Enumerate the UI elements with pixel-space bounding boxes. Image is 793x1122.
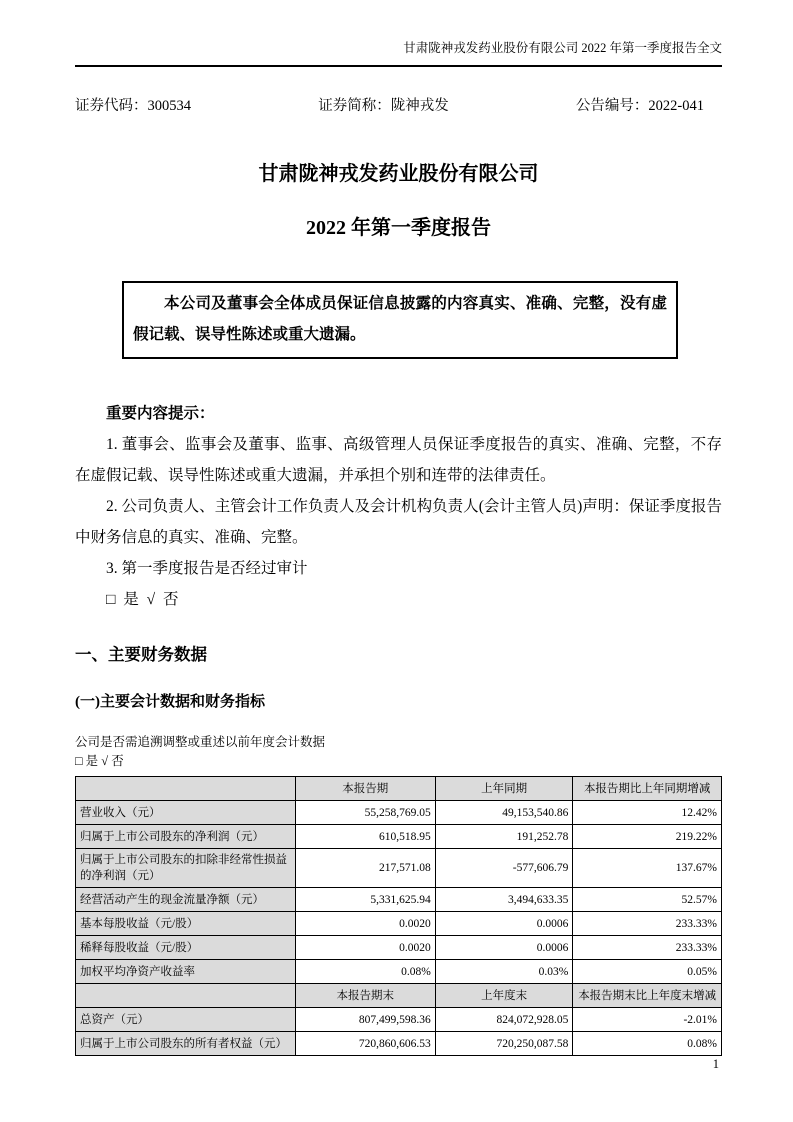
row-value-prior: 0.0006 [435, 936, 573, 960]
row-value-prior: 0.03% [435, 960, 573, 984]
document-header-text: 甘肃陇神戎发药业股份有限公司 2022 年第一季度报告全文 [403, 41, 722, 55]
table-row-weighted-avg-roe [76, 960, 722, 984]
row-value-change: 233.33% [573, 936, 722, 960]
table-row-basic-eps [76, 912, 722, 936]
header-cell-period-end-change: 本报告期末比上年度末增减 [573, 984, 722, 1008]
row-value-change: 0.08% [573, 1032, 722, 1056]
row-value-change: 12.42% [573, 801, 722, 825]
row-value-change: 0.05% [573, 960, 722, 984]
table-row-net-profit-excl-nonrecurring [76, 849, 722, 888]
report-subtitle: 2022 年第一季度报告 [306, 217, 491, 239]
row-value-current: 55,258,769.05 [295, 801, 435, 825]
row-value-current: 0.08% [295, 960, 435, 984]
row-value-current: 0.0020 [295, 912, 435, 936]
table-row-total-assets [76, 1008, 722, 1032]
audit-answer-checkboxes: □ 是 √ 否 [106, 591, 181, 608]
row-value-current: 5,331,625.94 [295, 888, 435, 912]
row-label: 经营活动产生的现金流量净额（元） [76, 888, 296, 912]
row-value-current: 720,860,606.53 [295, 1032, 435, 1056]
row-label: 归属于上市公司股东的扣除非经常性损益的净利润（元） [76, 849, 296, 888]
table-row-net-profit [76, 825, 722, 849]
row-label: 基本每股收益（元/股） [76, 912, 296, 936]
important-notes-heading: 重要内容提示： [106, 405, 215, 422]
key-financials-table [75, 776, 722, 1056]
page-number: 1 [712, 1057, 719, 1071]
header-cell-prior-year-end: 上年度末 [435, 984, 573, 1008]
header-empty-cell [76, 777, 296, 801]
table-header-row-period-end [76, 984, 722, 1008]
row-value-change: -2.01% [573, 1008, 722, 1032]
restatement-answer-checkboxes: □ 是 √ 否 [75, 754, 124, 768]
row-label: 归属于上市公司股东的净利润（元） [76, 825, 296, 849]
report-title: 甘肃陇神戎发药业股份有限公司 [258, 163, 539, 185]
securities-info-line [75, 97, 722, 116]
row-value-current: 217,571.08 [295, 849, 435, 888]
table-row-operating-revenue [76, 801, 722, 825]
row-value-current: 610,518.95 [295, 825, 435, 849]
table-row-equity-attributable [76, 1032, 722, 1056]
subsection-heading-accounting-data: (一)主要会计数据和财务指标 [75, 694, 265, 710]
section-heading-main-financial-data: 一、主要财务数据 [75, 645, 207, 664]
row-value-change: 233.33% [573, 912, 722, 936]
note-item-3: 3. 第一季度报告是否经过审计 [106, 560, 308, 577]
header-cell-period-change: 本报告期比上年同期增减 [573, 777, 722, 801]
board-guarantee-notice-box [122, 281, 678, 359]
row-value-prior: 0.0006 [435, 912, 573, 936]
row-value-prior: 3,494,633.35 [435, 888, 573, 912]
row-value-change: 52.57% [573, 888, 722, 912]
table-row-operating-cash-flow [76, 888, 722, 912]
securities-abbr: 证券简称：陇神戎发 [318, 98, 449, 114]
row-label: 归属于上市公司股东的所有者权益（元） [76, 1032, 296, 1056]
row-value-prior: 824,072,928.05 [435, 1008, 573, 1032]
board-guarantee-notice-text: 本公司及董事会全体成员保证信息披露的内容真实、准确、完整，没有虚假记载、误导性陈述或重大遗漏。 [133, 295, 667, 343]
row-value-prior: 191,252.78 [435, 825, 573, 849]
announcement-number: 公告编号：2022-041 [575, 98, 704, 114]
row-label: 加权平均净资产收益率 [76, 960, 296, 984]
document-header [75, 40, 722, 67]
header-cell-prior-period: 上年同期 [435, 777, 573, 801]
header-cell-current-period-end: 本报告期末 [295, 984, 435, 1008]
securities-code: 证券代码：300534 [75, 98, 191, 114]
note-item-2: 2. 公司负责人、主管会计工作负责人及会计机构负责人(会计主管人员)声明：保证季度报告中财务信息的真实、准确、完整。 [75, 498, 722, 546]
row-label: 总资产（元） [76, 1008, 296, 1032]
header-empty-cell [76, 984, 296, 1008]
table-header-row-period [76, 777, 722, 801]
row-label: 营业收入（元） [76, 801, 296, 825]
header-cell-current-period: 本报告期 [295, 777, 435, 801]
row-value-prior: 720,250,087.58 [435, 1032, 573, 1056]
table-row-diluted-eps [76, 936, 722, 960]
important-notes-section [75, 399, 722, 615]
row-label: 稀释每股收益（元/股） [76, 936, 296, 960]
row-value-change: 137.67% [573, 849, 722, 888]
restatement-note: 公司是否需追溯调整或重述以前年度会计数据 [75, 735, 326, 749]
row-value-change: 219.22% [573, 825, 722, 849]
row-value-prior: -577,606.79 [435, 849, 573, 888]
row-value-current: 807,499,598.36 [295, 1008, 435, 1032]
row-value-prior: 49,153,540.86 [435, 801, 573, 825]
note-item-1: 1. 董事会、监事会及董事、监事、高级管理人员保证季度报告的真实、准确、完整，不存在虚假记载、误导性陈述或重大遗漏，并承担个别和连带的法律责任。 [75, 436, 722, 484]
row-value-current: 0.0020 [295, 936, 435, 960]
